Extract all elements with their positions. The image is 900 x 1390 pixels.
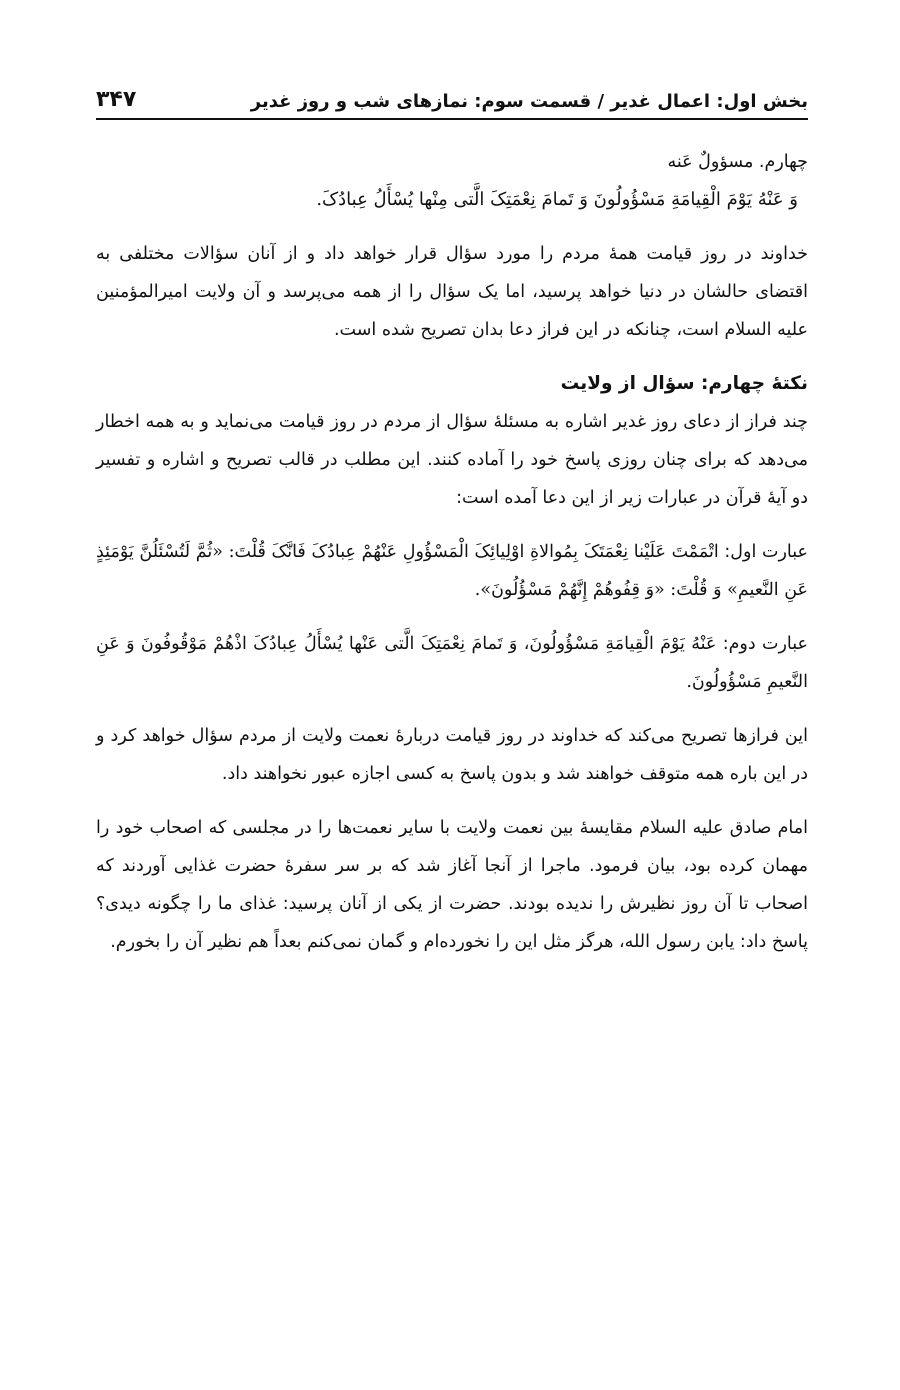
running-title: بخش اول: اعمال غدیر / قسمت سوم: نمازهای شب و روز غدیر — [250, 91, 808, 112]
page-header — [96, 70, 808, 120]
section-heading: نکتهٔ چهارم: سؤال از ولایت — [560, 373, 808, 394]
phrase-1-text: اتْمَمْتَ عَلَیْنا نِعْمَتَکَ بِمُوالاةِ اوْلِیائِکَ الْمَسْؤُولِ عَنْهُمْ عِبادُکَ فَانَّکَ قُلْتَ: «ثُمَّ لَتُسْئَلُنَّ یَوْمَئِذٍ عَنِ النَّعیمِ» وَ قُلْتَ: «وَ قِفُوهُمْ إِنَّهُمْ مَسْؤُلُونَ». — [96, 542, 808, 600]
phrase-2-label: عبارت دوم: — [716, 634, 808, 654]
page-content — [96, 143, 808, 961]
paragraph-2: چند فراز از دعای روز غدیر اشاره به مسئلهٔ سؤال از مردم در روز قیامت می‌نماید و به همه اخطار می‌دهد که برای چنان روزی پاسخ خود را آماده کنند. این مطلب در قالب تصریح و اشاره و تفسیر دو آیهٔ قرآن در عبارات زیر از این دعا آمده است: — [96, 412, 808, 508]
section-four-quote: وَ عَنْهُ یَوْمَ الْقِیامَةِ مَسْؤُولُونَ وَ تَمامَ نِعْمَتِکَ الَّتی مِنْها یُسْأَلُ عِبادُکَ. — [316, 189, 798, 210]
paragraph-3: این فرازها تصریح می‌کند که خداوند در روز قیامت دربارهٔ نعمت ولایت از مردم سؤال خواهد کرد و در این باره همه متوقف خواهند شد و بدون پاسخ به کسی اجازه عبور نخواهند داد. — [96, 726, 808, 784]
phrase-1 — [96, 533, 808, 609]
section-four-label: چهارم. مسؤولٌ عَنه — [667, 152, 808, 172]
page-number: ۳۴۷ — [96, 87, 137, 112]
paragraph-4: امام صادق علیه السلام مقایسهٔ بین نعمت ولایت با سایر نعمت‌ها را در مجلسی که اصحاب خود را مهمان کرده بود، بیان فرمود. ماجرا از آنجا آغاز شد که بر سر سفرهٔ حضرت غذایی آوردند که اصحاب تا آن روز نظیرش را ندیده بودند. حضرت از یکی از آنان پرسید: غذای ما را چگونه دیدی؟ پاسخ داد: یابن رسول الله، هرگز مثل این را نخورده‌ام و گمان نمی‌کنم بعداً هم نظیر آن را بخورم. — [96, 818, 808, 952]
phrase-1-label: عبارت اول: — [718, 542, 808, 562]
phrase-2 — [96, 625, 808, 701]
phrase-2-text: عَنْهُ یَوْمَ الْقِیامَةِ مَسْؤُولُونَ، وَ تَمامَ نِعْمَتِکَ الَّتی عَنْها یُسْأَلُ عِبادُکَ اذْهُمْ مَوْقُوفُونَ وَ عَنِ النَّعیمِ مَسْؤُولُونَ. — [96, 634, 808, 692]
paragraph-1: خداوند در روز قیامت همهٔ مردم را مورد سؤال قرار خواهد داد و از آنان سؤالات مختلفی به اقتضای حالشان در دنیا خواهد پرسید، اما یک سؤال را از همه می‌پرسد و آن ولایت امیرالمؤمنین علیه السلام است، چنانکه در این فراز دعا بدان تصریح شده است. — [96, 244, 808, 340]
